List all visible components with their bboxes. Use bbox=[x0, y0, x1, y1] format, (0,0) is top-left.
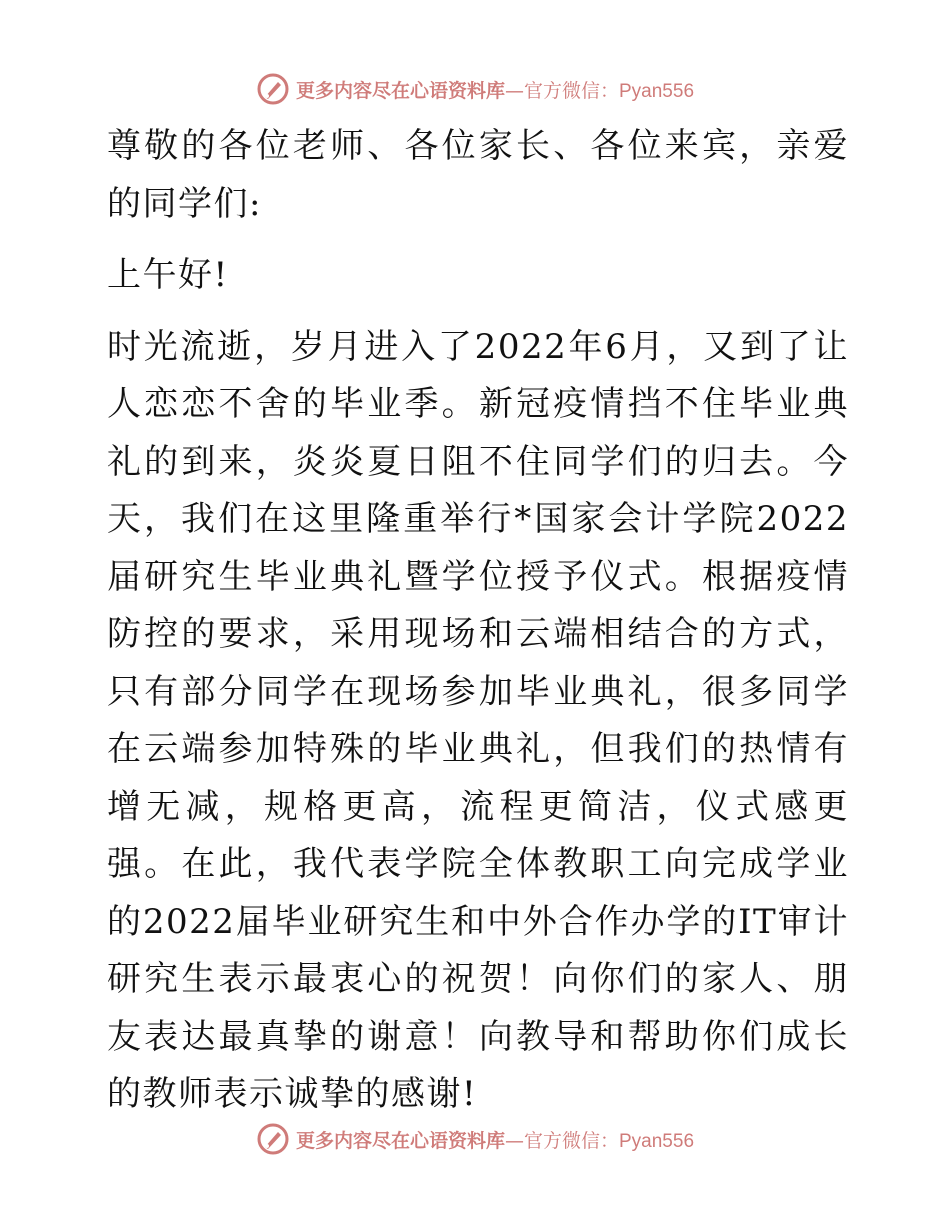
salutation: 尊敬的各位老师、各位家长、各位来宾，亲爱的同学们: bbox=[107, 126, 849, 224]
watermark-brand: 更多内容尽在心语资料库 bbox=[295, 1129, 505, 1152]
pen-logo-icon bbox=[256, 1122, 290, 1156]
watermark-suffix: 官方微信： bbox=[523, 1129, 619, 1152]
watermark-dash: — bbox=[504, 1129, 524, 1152]
watermark-id: Pyan556 bbox=[619, 1130, 695, 1152]
document-body bbox=[97, 118, 849, 1124]
body-paragraph: 时光流逝，岁月进入了2022年6月，又到了让人恋恋不舍的毕业季。新冠疫情挡不住毕业典礼的到来，炎炎夏日阻不住同学们的归去。今天，我们在这里隆重举行*国家会计学院2022届研究生毕业典礼暨学位授予仪式。根据疫情防控的要求，采用现场和云端相结合的方式，只有部分同学在现场参加毕业典礼，很多同学在云端参加特殊的毕业典礼，但我们的热情有增无减，规格更高，流程更简洁，仪式感更强。在此，我代表学院全体教职工向完成学业的2022届毕业研究生和中外合作办学的IT审计研究生表示最衷心的祝贺！向你们的家人、朋友表达最真挚的谢意！向教导和帮助你们成长的教师表示诚挚的感谢! bbox=[107, 326, 849, 1114]
watermark-suffix: 官方微信： bbox=[523, 79, 619, 102]
watermark-brand: 更多内容尽在心语资料库 bbox=[295, 79, 505, 102]
watermark-dash: — bbox=[504, 79, 524, 102]
watermark-text bbox=[296, 1126, 694, 1153]
header-watermark bbox=[0, 72, 950, 106]
greeting: 上午好! bbox=[107, 255, 229, 295]
footer-watermark bbox=[0, 1122, 950, 1156]
watermark-id: Pyan556 bbox=[619, 80, 695, 102]
watermark-text bbox=[296, 76, 694, 103]
pen-logo-icon bbox=[256, 72, 290, 106]
